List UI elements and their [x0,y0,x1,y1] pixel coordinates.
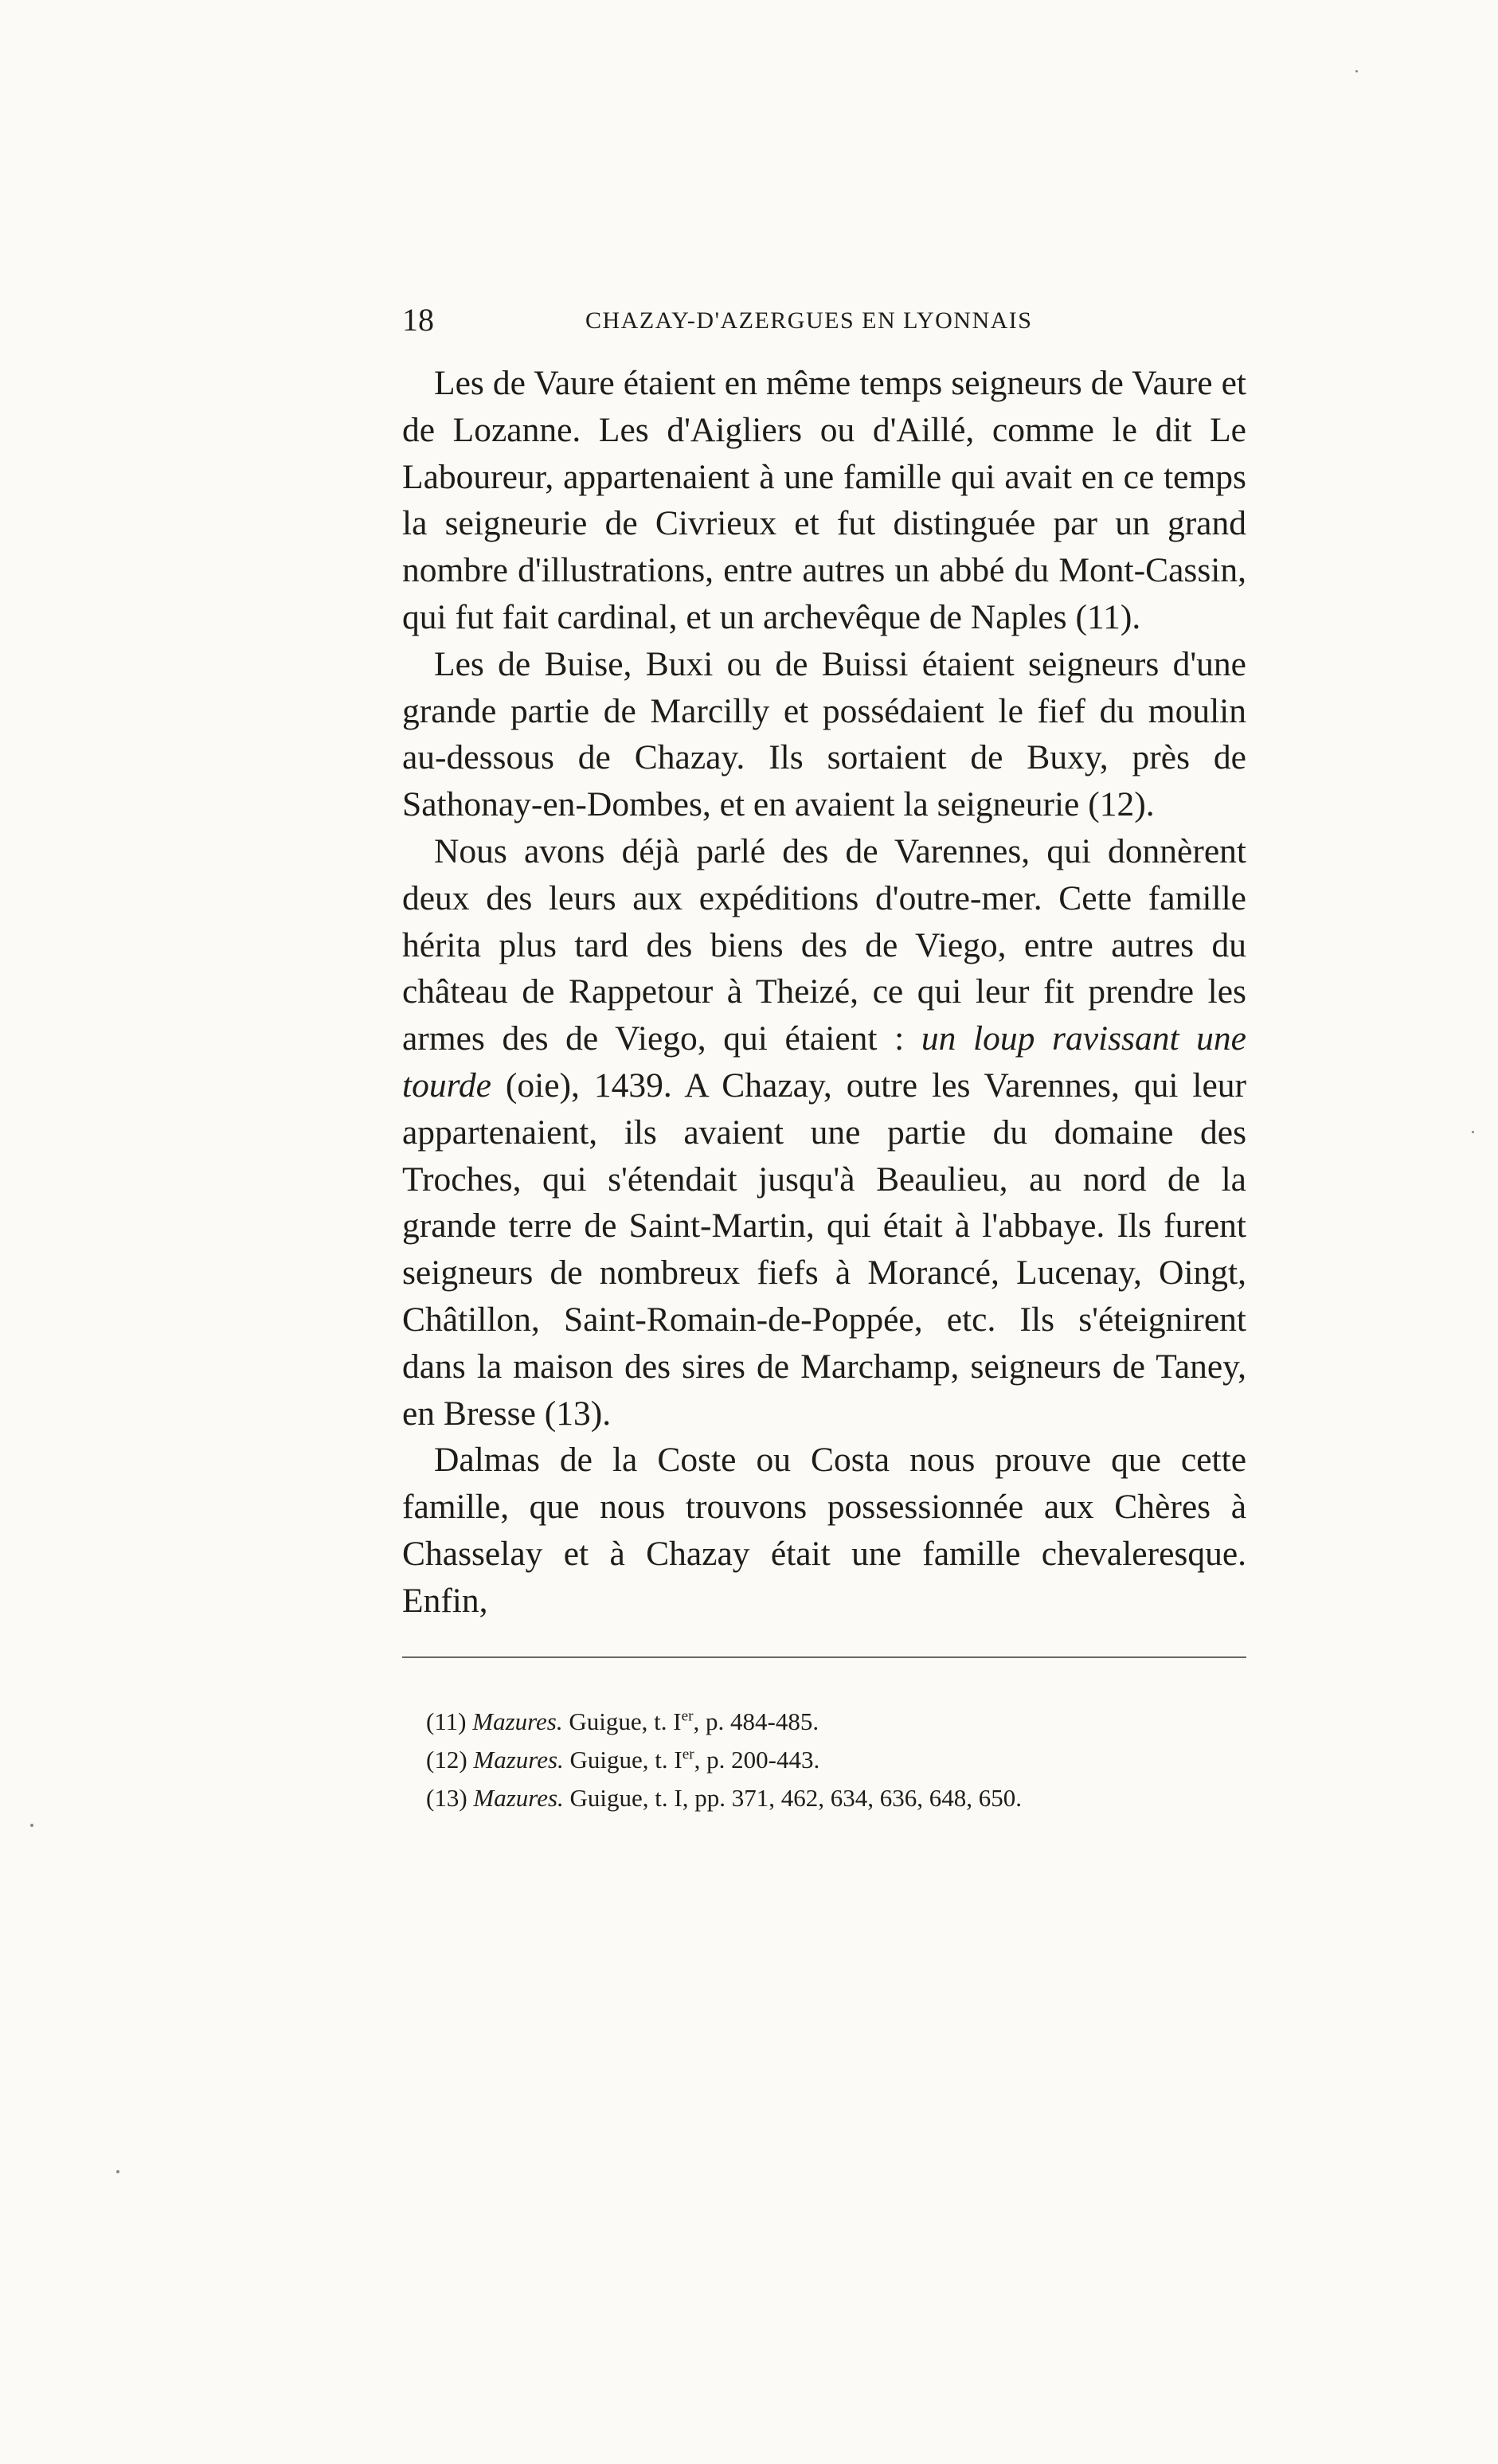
footnote-author: Guigue, t. I, pp. 371, 462, 634, 636, 648, 650. [569,1784,1022,1812]
paper-speck [1355,70,1358,72]
footnote-number: (11) [426,1707,467,1735]
footnote-pages: , p. 484-485. [693,1707,819,1735]
body-text [402,360,1246,1625]
footnotes [426,1703,1246,1817]
paragraph-text: Les de Vaure étaient en même temps seigneurs de Vaure et de Lozanne. Les d'Aigliers ou d'Aillé, comme le dit Le Laboureur, appartenaient à une famille qui avait en ce temps la seigneurie de Civrieux et fut distinguée par un grand nombre d'illustrations, entre autres un abbé du Mont-Cassin, qui fut fait cardinal, et un archevêque de Naples (11). [402,364,1246,636]
paragraph-text: Les de Buise, Buxi ou de Buissi étaient seigneurs d'une grande partie de Marcilly et possédaient le fief du moulin au-dessous de Chazay. Ils sortaient de Buxy, près de Sathonay-en-Dombes, et en avaient la seigneurie (12). [402,644,1246,824]
footnote-source: Mazures. [473,1746,564,1774]
paragraph-buise [402,641,1246,828]
footnote-11 [426,1703,1246,1741]
paragraph-varennes [402,828,1246,1437]
paper-speck [116,2170,119,2173]
paragraph-text: (oie), 1439. A Chazay, outre les Varennes, qui leur appartenaient, ils avaient une partie du domaine des Troches, qui s'étendait jusqu'à Beaulieu, au nord de la grande terre de Saint-Martin, qui était à l'abbaye. Ils furent seigneurs de nombreux fiefs à Morancé, Lucenay, Oingt, Châtillon, Saint-Romain-de-Poppée, etc. Ils s'éteignirent dans la maison des sires de Marchamp, seigneurs de Taney, en Bresse (13). [402,1066,1246,1433]
paragraph-text: Dalmas de la Coste ou Costa nous prouve que cette famille, que nous trouvons possessionnée aux Chères à Chasselay et à Chazay était une famille chevaleresque. Enfin, [402,1441,1246,1620]
header-title: CHAZAY-D'AZERGUES EN LYONNAIS [585,307,1033,334]
page-number: 18 [402,302,434,338]
paragraph-dalmas [402,1437,1246,1624]
footnote-13 [426,1779,1246,1817]
footnote-source: Mazures. [472,1707,563,1735]
paper-speck [1472,1131,1474,1133]
footnote-author: Guigue, t. I [569,1746,683,1774]
paper-speck [30,1824,33,1827]
footnote-superscript: er [682,1746,694,1763]
italic-heraldry-text: un loup ravissant une tourde [402,1019,1246,1105]
running-head [402,296,1087,344]
footnote-separator [402,1656,1246,1658]
footnote-author: Guigue, t. I [569,1707,682,1735]
paragraph-vaure [402,360,1246,641]
footnote-superscript: er [681,1707,694,1725]
paragraph-text: Nous avons déjà parlé des de Varennes, qui donnèrent deux des leurs aux expéditions d'outre-mer. Cette famille hérita plus tard des biens des de Viego, entre autres du château de Rappetour à Theizé, ce qui leur fit prendre les armes des de Viego, qui étaient : [402,831,1246,1058]
footnote-number: (12) [426,1746,467,1774]
footnote-number: (13) [426,1784,467,1812]
footnote-pages: , p. 200-443. [694,1746,820,1774]
footnote-source: Mazures. [473,1784,564,1812]
footnote-12 [426,1741,1246,1779]
